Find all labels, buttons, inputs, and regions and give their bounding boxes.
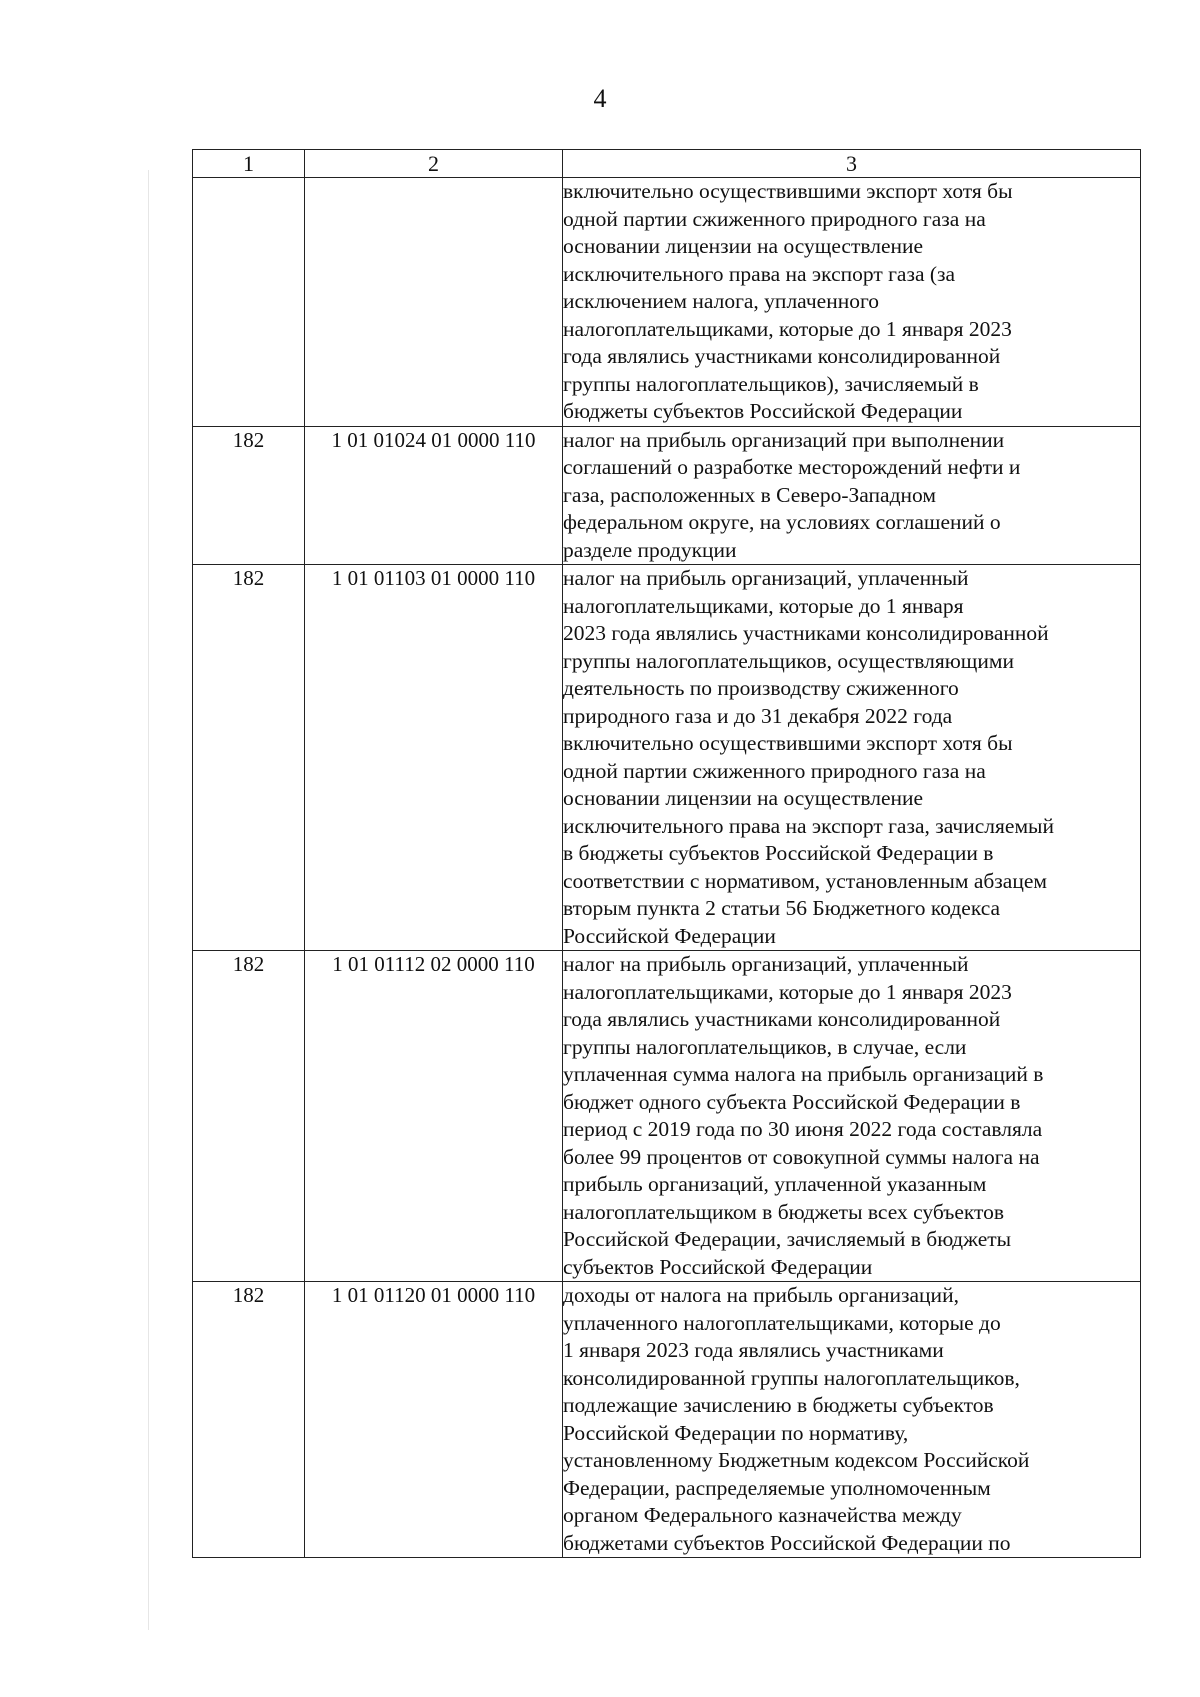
description-line: исключением налога, уплаченного <box>563 289 880 313</box>
description-line: Российской Федерации по нормативу, <box>563 1420 909 1445</box>
budget-classification-code-cell <box>305 178 563 427</box>
description-line: период с 2019 года по 30 июня 2022 года составляла <box>563 1117 1043 1141</box>
income-description-cell <box>563 426 1141 565</box>
admin-code-cell: 182 <box>193 426 305 565</box>
description-line: одной партии сжиженного природного газа на <box>563 206 986 231</box>
table-row <box>193 178 1141 427</box>
description-line: природного газа и до 31 декабря 2022 года <box>563 703 953 728</box>
description-line: газа, расположенных в Северо-Западном <box>563 482 936 507</box>
income-description-cell <box>563 565 1141 951</box>
admin-code-cell: 182 <box>193 1282 305 1558</box>
description-line: группы налогоплательщиков, в случае, если <box>563 1034 967 1059</box>
description-line: налог на прибыль организаций, уплаченный <box>563 566 969 590</box>
income-description-cell <box>563 951 1141 1282</box>
admin-code-cell <box>193 178 305 427</box>
description-line: Российской Федерации, зачисляемый в бюджеты <box>563 1227 1012 1251</box>
description-line: налогоплательщиками, которые до 1 января 2023 <box>563 316 1012 341</box>
description-line: налог на прибыль организаций, уплаченный <box>563 952 969 976</box>
description-line: бюджеты субъектов Российской Федерации <box>563 399 963 423</box>
description-line: налогоплательщиком в бюджеты всех субъектов <box>563 1199 1005 1224</box>
description-line: исключительного права на экспорт газа (за <box>563 261 956 286</box>
description-line: подлежащие зачислению в бюджеты субъектов <box>563 1393 994 1417</box>
description-line: включительно осуществившими экспорт хотя бы <box>563 179 1013 203</box>
description-line: более 99 процентов от совокупной суммы налога на <box>563 1144 1040 1169</box>
description-line: налогоплательщиками, которые до 1 января <box>563 593 964 618</box>
budget-classification-code-cell: 1 01 01120 01 0000 110 <box>305 1282 563 1558</box>
description-line: бюджет одного субъекта Российской Федерации в <box>563 1089 1021 1114</box>
table-row <box>193 565 1141 951</box>
description-line: соответствии с нормативом, установленным абзацем <box>563 868 1048 893</box>
description-line: года являлись участниками консолидированной <box>563 344 1001 368</box>
table-row <box>193 426 1141 565</box>
description-line: налог на прибыль организаций при выполнении <box>563 427 1005 452</box>
income-description-cell <box>563 1282 1141 1558</box>
description-line: одной партии сжиженного природного газа на <box>563 758 986 783</box>
table-row <box>193 1282 1141 1558</box>
admin-code-cell: 182 <box>193 565 305 951</box>
description-line: органом Федерального казначейства между <box>563 1503 962 1527</box>
admin-code-cell: 182 <box>193 951 305 1282</box>
description-line: Федерации, распределяемые уполномоченным <box>563 1475 991 1500</box>
description-line: основании лицензии на осуществление <box>563 234 924 258</box>
budget-classification-code-cell: 1 01 01112 02 0000 110 <box>305 951 563 1282</box>
description-line: основании лицензии на осуществление <box>563 786 924 810</box>
description-line: 2023 года являлись участниками консолидированной <box>563 621 1049 645</box>
table-row <box>193 951 1141 1282</box>
budget-classification-code-cell: 1 01 01024 01 0000 110 <box>305 426 563 565</box>
description-line: уплаченного налогоплательщиками, которые до <box>563 1310 1001 1335</box>
budget-code-table <box>192 149 1141 1558</box>
description-line: федеральном округе, на условиях соглашений о <box>563 510 1001 534</box>
description-line: налогоплательщиками, которые до 1 января 2023 <box>563 979 1012 1004</box>
scan-shadow <box>148 170 149 1630</box>
header-col-3: 3 <box>563 150 1141 178</box>
header-col-2: 2 <box>305 150 563 178</box>
budget-classification-code-cell: 1 01 01103 01 0000 110 <box>305 565 563 951</box>
description-line: соглашений о разработке месторождений нефти и <box>563 455 1021 479</box>
page-number: 4 <box>593 84 607 113</box>
header-col-1: 1 <box>193 150 305 178</box>
description-line: бюджетами субъектов Российской Федерации по <box>563 1530 1011 1555</box>
description-line: группы налогоплательщиков, осуществляющими <box>563 648 1014 673</box>
description-line: деятельность по производству сжиженного <box>563 676 959 700</box>
description-line: Российской Федерации <box>563 923 776 948</box>
description-line: прибыль организаций, уплаченной указанным <box>563 1172 987 1196</box>
description-line: года являлись участниками консолидированной <box>563 1007 1001 1031</box>
description-line: группы налогоплательщиков), зачисляемый в <box>563 371 979 396</box>
description-line: в бюджеты субъектов Российской Федерации в <box>563 841 994 865</box>
description-line: доходы от налога на прибыль организаций, <box>563 1283 959 1307</box>
description-line: вторым пункта 2 статьи 56 Бюджетного кодекса <box>563 896 1001 920</box>
description-line: субъектов Российской Федерации <box>563 1254 873 1279</box>
description-line: исключительного права на экспорт газа, зачисляемый <box>563 813 1055 838</box>
description-line: 1 января 2023 года являлись участниками <box>563 1338 944 1362</box>
income-description-cell <box>563 178 1141 427</box>
description-line: установленному Бюджетным кодексом Российской <box>563 1448 1030 1472</box>
table-header-row <box>193 150 1141 178</box>
description-line: включительно осуществившими экспорт хотя бы <box>563 731 1013 755</box>
description-line: разделе продукции <box>563 537 737 562</box>
description-line: уплаченная сумма налога на прибыль организаций в <box>563 1062 1044 1086</box>
description-line: консолидированной группы налогоплательщиков, <box>563 1365 1020 1390</box>
